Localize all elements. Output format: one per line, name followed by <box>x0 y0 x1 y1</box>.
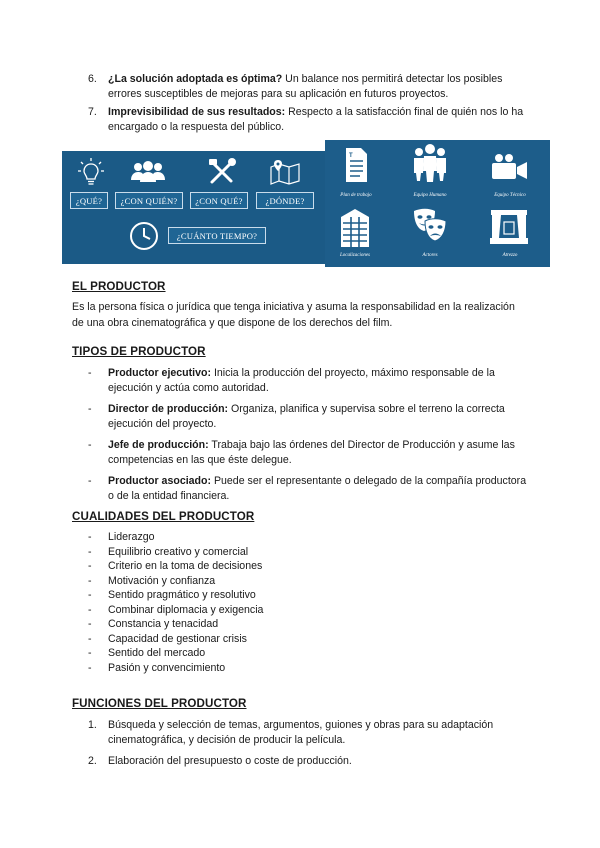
questions-panel <box>62 151 325 264</box>
tag-donde: ¿DÓNDE? <box>256 192 314 209</box>
list-item <box>88 474 528 504</box>
bullet-dash: - <box>88 531 92 543</box>
bullet-dash: - <box>88 403 92 415</box>
item-text: Constancia y tenacidad <box>108 618 219 630</box>
item-bold: Productor asociado: <box>108 475 212 487</box>
caption-atrezzo: Atrezzo <box>502 253 518 258</box>
producer-heading: EL PRODUCTOR <box>72 280 166 293</box>
bullet-dash: - <box>88 560 92 572</box>
types-list <box>88 366 528 510</box>
list-item <box>88 72 528 102</box>
qualities-heading: CUALIDADES DEL PRODUCTOR <box>72 510 255 523</box>
camera-icon <box>490 153 530 181</box>
masks-icon <box>411 207 449 245</box>
item-text: Respecto a la satisfacción final de quién nos lo ha encargado o la respuesta del público. <box>108 106 524 133</box>
item-text: Liderazgo <box>108 531 155 543</box>
item-bold: Jefe de producción: <box>108 439 209 451</box>
list-item <box>88 530 528 545</box>
team-icon <box>411 143 449 183</box>
producer-paragraph: Es la persona física o jurídica que tenga iniciativa y asuma la responsabilidad en la realización de una obra cinematográfica y que dispone de los derechos del film. <box>72 301 515 329</box>
list-item <box>88 588 528 603</box>
item-number: 7. <box>88 106 97 118</box>
bullet-dash: - <box>88 545 92 558</box>
list-item <box>88 402 528 432</box>
list-item <box>88 366 528 396</box>
bullet-dash: - <box>88 647 92 659</box>
caption-equipo-tecnico: Equipo Técnico <box>494 193 526 198</box>
bullet-dash: - <box>88 618 92 630</box>
list-item <box>88 105 528 135</box>
item-text: Capacidad de gestionar crisis <box>108 632 247 645</box>
item-text: Trabaja bajo las órdenes del Director de Producción y asume las competencias en las que éste delegue. <box>108 439 515 466</box>
list-item <box>88 603 528 618</box>
caption-actores: Actores <box>422 253 438 258</box>
tag-que: ¿QUÉ? <box>70 192 108 209</box>
people-icon <box>130 160 166 184</box>
svg-text:T: T <box>349 153 353 159</box>
list-item <box>88 574 528 589</box>
intro-list <box>88 72 528 138</box>
list-item <box>88 438 528 468</box>
item-number: 6. <box>88 73 97 85</box>
item-text: Combinar diplomacia y exigencia <box>108 603 264 616</box>
list-item <box>88 617 528 632</box>
item-text: Criterio en la toma de decisiones <box>108 560 263 572</box>
bullet-dash: - <box>88 475 92 487</box>
tag-con-que: ¿CON QUÉ? <box>190 192 248 209</box>
tag-cuanto-tiempo: ¿CUÁNTO TIEMPO? <box>168 227 266 244</box>
item-text: Búsqueda y selección de temas, argumentos, guiones y obras para su adaptación cinematográfica, y decisión de producir la película. <box>108 719 494 746</box>
list-item <box>88 661 528 676</box>
resources-panel <box>325 140 550 267</box>
clock-icon <box>128 220 160 252</box>
bullet-dash: - <box>88 603 92 616</box>
item-text: Motivación y confianza <box>108 574 216 587</box>
item-text: Pasión y convencimiento <box>108 661 226 674</box>
item-bold: Imprevisibilidad de sus resultados: <box>108 106 286 118</box>
item-text: Organiza, planifica y supervisa sobre el terreno la correcta ejecución del proyecto. <box>108 403 505 430</box>
bullet-dash: - <box>88 661 92 674</box>
item-text: Puede ser el representante o delegado de la compañía productora o de la entidad financiera. <box>108 475 527 502</box>
tools-icon <box>207 158 237 186</box>
types-heading: TIPOS DE PRODUCTOR <box>72 345 206 358</box>
item-bold: Productor ejecutivo: <box>108 367 212 379</box>
item-number: 2. <box>88 755 97 767</box>
item-text: Equilibrio creativo y comercial <box>108 545 249 558</box>
bullet-dash: - <box>88 589 92 601</box>
item-text: Sentido del mercado <box>108 647 206 659</box>
building-icon <box>337 207 373 249</box>
caption-equipo-humano: Equipo Humano <box>413 193 447 198</box>
stage-icon <box>489 208 529 246</box>
functions-list <box>88 718 528 775</box>
list-item <box>88 646 528 661</box>
lightbulb-icon <box>78 158 104 186</box>
list-item <box>88 754 528 769</box>
functions-heading: FUNCIONES DEL PRODUCTOR <box>72 697 247 710</box>
bullet-dash: - <box>88 574 92 587</box>
item-bold: ¿La solución adoptada es óptima? <box>108 73 283 85</box>
list-item <box>88 718 528 748</box>
item-text: Inicia la producción del proyecto, máximo responsable de la ejecución y actúa como autoridad. <box>108 367 495 394</box>
list-item <box>88 545 528 560</box>
map-icon <box>269 159 301 185</box>
item-text: Un balance nos permitirá detectar los posibles errores susceptibles de mejoras para su aplicación en futuros proyectos. <box>108 73 503 100</box>
production-infographic <box>62 140 550 267</box>
qualities-list <box>88 530 528 675</box>
tag-con-quien: ¿CON QUIÉN? <box>115 192 183 209</box>
item-text: Sentido pragmático y resolutivo <box>108 589 256 601</box>
list-item <box>88 559 528 574</box>
bullet-dash: - <box>88 439 92 451</box>
caption-plan: Plan de trabajo <box>340 193 372 198</box>
bullet-dash: - <box>88 367 92 379</box>
item-bold: Director de producción: <box>108 403 229 415</box>
list-item <box>88 632 528 647</box>
caption-localizaciones: Localizaciones <box>340 253 370 258</box>
item-text: Elaboración del presupuesto o coste de producción. <box>108 755 352 767</box>
document-icon <box>343 147 369 183</box>
bullet-dash: - <box>88 632 92 645</box>
item-number: 1. <box>88 719 97 731</box>
